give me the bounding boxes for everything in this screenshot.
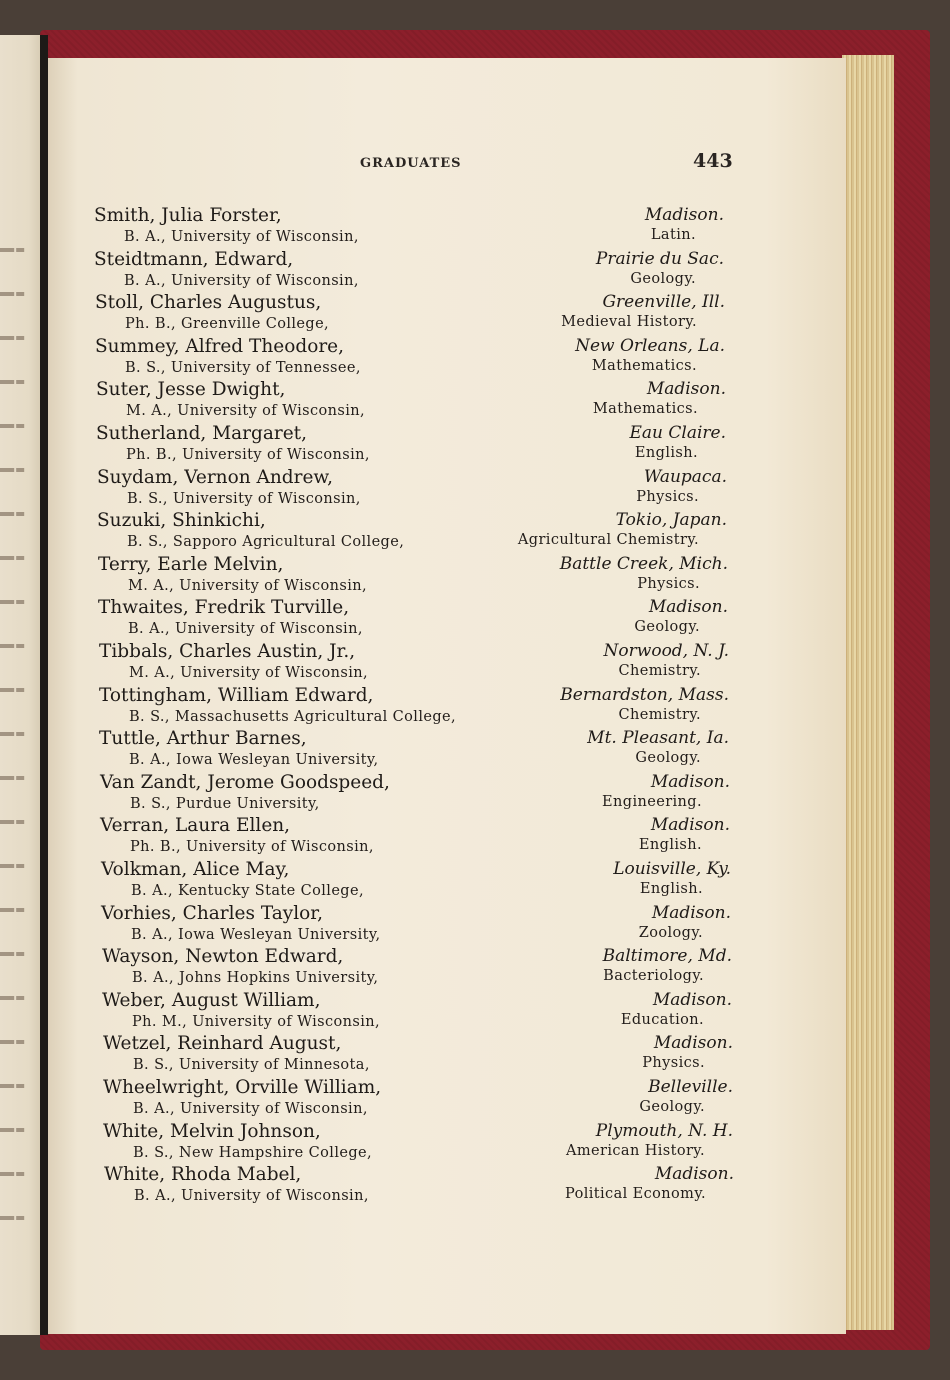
- graduate-degree: B. A., Kentucky State College,: [131, 883, 364, 899]
- graduate-degree: Ph. B., University of Wisconsin,: [130, 839, 374, 856]
- graduate-degree: M. A., University of Wisconsin,: [128, 577, 368, 594]
- graduate-city: Eau Claire.: [629, 423, 726, 443]
- graduate-city: Louisville, Ky.: [613, 859, 731, 879]
- graduate-name: Weber, August William,: [102, 989, 321, 1011]
- graduate-entry: [10, 1164, 950, 1208]
- graduate-degree: B. A., University of Wisconsin,: [134, 1188, 369, 1205]
- graduate-entry: [6, 815, 950, 859]
- graduate-name: Thwaites, Fredrik Turville,: [98, 597, 350, 619]
- graduate-city: Tokio, Japan.: [615, 510, 727, 531]
- graduate-entry: [2, 423, 950, 467]
- graduate-name: Tibbals, Charles Austin, Jr.,: [99, 641, 356, 662]
- graduate-entry: [7, 903, 950, 947]
- graduate-entry: [4, 597, 950, 641]
- graduate-subject: Education.: [620, 1011, 704, 1028]
- graduate-entry: [2, 379, 950, 423]
- graduate-degree: Ph. M., University of Wisconsin,: [132, 1013, 381, 1030]
- graduate-city: Belleville.: [648, 1077, 733, 1097]
- graduate-city: Norwood, N. J.: [603, 641, 729, 661]
- graduate-name: Tottingham, William Edward,: [99, 684, 374, 706]
- graduate-name: Summey, Alfred Theodore,: [95, 335, 345, 357]
- graduate-degree: B. A., Johns Hopkins University,: [132, 970, 379, 987]
- graduate-entry: [9, 1077, 950, 1121]
- page-number: 443: [693, 150, 733, 172]
- graduate-subject: Chemistry.: [618, 663, 701, 679]
- graduate-city: Prairie du Sac.: [595, 248, 724, 269]
- graduate-subject: Medieval History.: [561, 314, 697, 331]
- graduate-subject: Geology.: [639, 1099, 705, 1115]
- graduate-entry: [6, 772, 950, 816]
- graduate-city: Madison.: [653, 1033, 733, 1054]
- graduate-name: Sutherland, Margaret,: [96, 423, 307, 444]
- graduate-city: Plymouth, N. H.: [595, 1120, 733, 1141]
- graduate-degree: B. S., Massachusetts Agricultural College,: [129, 708, 457, 725]
- graduate-entry: [9, 1033, 950, 1077]
- graduate-city: Baltimore, Md.: [602, 946, 732, 967]
- graduate-city: Bernardston, Mass.: [560, 684, 729, 705]
- graduate-subject: Physics.: [637, 575, 700, 592]
- graduate-name: Smith, Julia Forster,: [94, 205, 282, 226]
- graduate-city: Madison.: [650, 815, 730, 836]
- graduate-subject: Zoology.: [638, 924, 703, 941]
- graduate-entry: [5, 728, 950, 772]
- graduate-degree: B. A., University of Wisconsin,: [124, 272, 359, 289]
- graduate-name: Van Zandt, Jerome Goodspeed,: [100, 771, 390, 793]
- graduate-subject: Bacteriology.: [603, 968, 704, 985]
- graduate-subject: Latin.: [650, 227, 696, 243]
- graduate-city: Greenville, Ill.: [602, 292, 725, 313]
- graduate-entry: [0, 249, 950, 293]
- graduate-subject: English.: [639, 881, 703, 897]
- graduate-entry: [5, 685, 950, 729]
- graduate-name: Suydam, Vernon Andrew,: [97, 466, 333, 488]
- graduate-city: Madison.: [654, 1164, 734, 1185]
- graduate-degree: B. S., Purdue University,: [130, 795, 320, 812]
- graduate-name: Tuttle, Arthur Barnes,: [99, 728, 307, 750]
- graduate-name: Steidtmann, Edward,: [94, 248, 294, 270]
- graduate-city: Madison.: [651, 902, 731, 923]
- graduate-subject: Geology.: [630, 270, 696, 287]
- graduate-degree: B. A., Iowa Wesleyan University,: [129, 752, 379, 769]
- graduate-degree: B. A., Iowa Wesleyan University,: [131, 926, 381, 943]
- graduate-degree: B. A., University of Wisconsin,: [124, 229, 359, 245]
- graduate-name: Verran, Laura Ellen,: [100, 815, 291, 837]
- graduate-degree: B. S., New Hampshire College,: [133, 1144, 373, 1161]
- graduate-degree: M. A., University of Wisconsin,: [129, 665, 369, 681]
- graduate-degree: B. S., University of Minnesota,: [133, 1057, 370, 1074]
- graduate-subject: Mathematics.: [591, 357, 697, 374]
- graduate-degree: B. S., University of Wisconsin,: [127, 490, 361, 507]
- graduate-entry: [8, 990, 950, 1034]
- graduate-entry: [8, 946, 950, 990]
- graduate-subject: Physics.: [636, 488, 699, 505]
- graduate-city: Madison.: [652, 989, 732, 1010]
- graduate-name: White, Melvin Johnson,: [103, 1120, 321, 1142]
- graduate-subject: Chemistry.: [618, 706, 701, 723]
- graduate-name: Wheelwright, Orville William,: [103, 1077, 382, 1098]
- graduate-entry: [3, 510, 950, 554]
- graduate-degree: B. A., University of Wisconsin,: [133, 1101, 368, 1117]
- graduate-subject: Engineering.: [602, 793, 702, 810]
- graduate-name: Stoll, Charles Augustus,: [95, 292, 322, 314]
- graduate-degree: B. S., Sapporo Agricultural College,: [127, 534, 405, 551]
- graduate-name: Vorhies, Charles Taylor,: [101, 902, 323, 924]
- graduate-subject: English.: [638, 837, 702, 854]
- graduate-entry: [7, 859, 950, 903]
- graduate-name: Wayson, Newton Edward,: [102, 946, 344, 968]
- graduate-city: Mt. Pleasant, Ia.: [587, 728, 729, 749]
- graduate-name: Volkman, Alice May,: [101, 859, 290, 880]
- graduate-subject: Mathematics.: [592, 401, 698, 418]
- graduate-subject: Agricultural Chemistry.: [517, 532, 699, 549]
- graduate-name: Wetzel, Reinhard August,: [103, 1033, 342, 1055]
- graduate-name: White, Rhoda Mabel,: [104, 1164, 302, 1186]
- graduate-subject: English.: [634, 445, 698, 461]
- graduate-entry: [5, 641, 950, 685]
- graduate-city: New Orleans, La.: [575, 335, 725, 356]
- graduate-city: Madison.: [644, 205, 724, 225]
- graduate-entry: [4, 554, 950, 598]
- graduate-degree: B. S., University of Tennessee,: [125, 359, 361, 376]
- graduate-subject: Geology.: [634, 619, 700, 636]
- graduate-entry: [0, 205, 950, 249]
- graduate-city: Battle Creek, Mich.: [559, 553, 728, 574]
- graduate-entry: [9, 1121, 950, 1165]
- graduate-city: Madison.: [648, 597, 728, 618]
- graduate-degree: Ph. B., Greenville College,: [125, 316, 330, 333]
- graduate-name: Terry, Earle Melvin,: [98, 553, 284, 575]
- graduate-degree: Ph. B., University of Wisconsin,: [126, 447, 370, 463]
- graduate-city: Madison.: [650, 771, 730, 792]
- graduate-degree: M. A., University of Wisconsin,: [126, 403, 366, 420]
- graduate-entry: [1, 292, 950, 336]
- graduate-subject: Physics.: [642, 1055, 705, 1072]
- graduate-city: Madison.: [646, 379, 726, 400]
- graduate-name: Suter, Jesse Dwight,: [96, 379, 286, 401]
- graduate-entry: [1, 336, 950, 380]
- graduate-subject: Geology.: [635, 750, 701, 767]
- graduate-city: Waupaca.: [643, 466, 727, 487]
- graduate-name: Suzuki, Shinkichi,: [97, 510, 266, 532]
- graduate-subject: Political Economy.: [565, 1186, 706, 1203]
- graduate-degree: B. A., University of Wisconsin,: [128, 621, 363, 638]
- running-header: GRADUATES: [360, 156, 462, 171]
- graduate-subject: American History.: [566, 1142, 705, 1159]
- graduate-entry: [3, 467, 950, 511]
